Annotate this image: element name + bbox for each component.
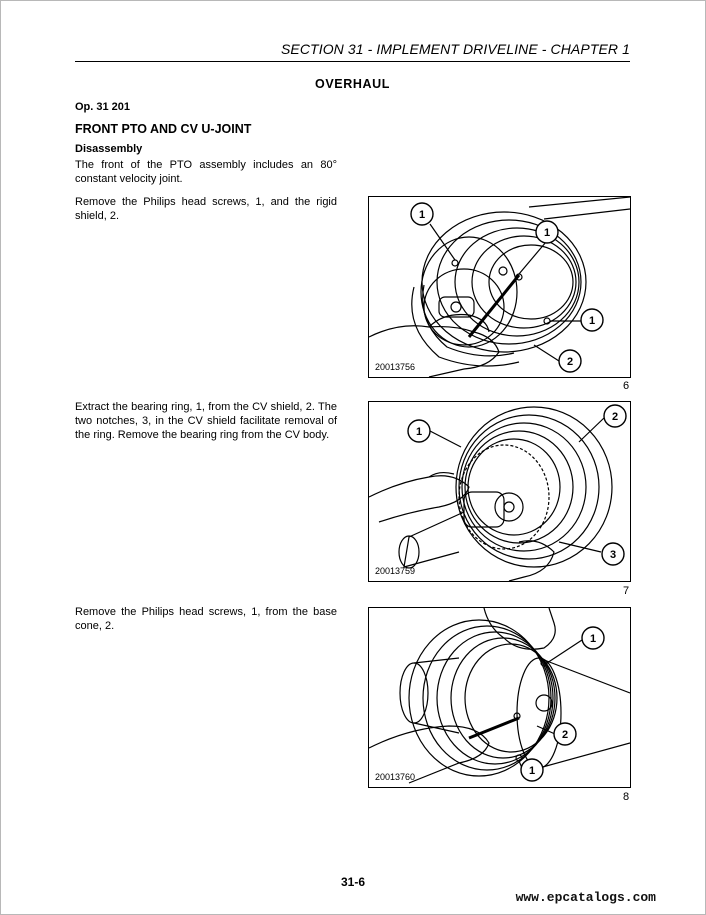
callout-label: 1 <box>589 633 597 645</box>
overhaul-heading: OVERHAUL <box>315 77 390 91</box>
watermark: www.epcatalogs.com <box>515 890 656 905</box>
callout-label: 1 <box>415 426 423 438</box>
callout-label: 2 <box>561 729 569 741</box>
disassembly-subheading: Disassembly <box>75 143 143 155</box>
figure-8-illustration <box>369 608 630 787</box>
figure-6-illustration <box>369 197 630 377</box>
callout-label: 2 <box>566 356 574 368</box>
callout-label: 3 <box>609 549 617 561</box>
section-header: SECTION 31 - IMPLEMENT DRIVELINE - CHAPTER 1 <box>280 41 630 57</box>
callout-label: 1 <box>543 227 551 239</box>
figure-number: 8 <box>623 791 630 803</box>
step-2-paragraph: Extract the bearing ring, 1, from the CV shield, 2. The two notches, 3, in the CV shield facilitate removal of the ring. Remove the bearing ring from the CV body. <box>75 401 337 441</box>
step-1-paragraph: Remove the Philips head screws, 1, and the rigid shield, 2. <box>75 196 337 222</box>
figure-code: 20013760 <box>375 772 416 782</box>
procedure-title: FRONT PTO AND CV U-JOINT <box>75 122 252 136</box>
figure-number: 7 <box>623 585 630 597</box>
figure-code: 20013756 <box>375 362 416 372</box>
operation-number: Op. 31 201 <box>75 101 131 113</box>
figure-6 <box>368 196 631 378</box>
callout-label: 1 <box>418 209 426 221</box>
page-number: 31-6 <box>340 875 366 889</box>
figure-number: 6 <box>623 380 630 392</box>
callout-label: 1 <box>528 765 536 777</box>
figure-8 <box>368 607 631 788</box>
step-3-paragraph: Remove the Philips head screws, 1, from the base cone, 2. <box>75 606 337 632</box>
figure-code: 20013759 <box>375 566 416 576</box>
figure-7 <box>368 401 631 582</box>
intro-paragraph: The front of the PTO assembly includes an 80° constant velocity joint. <box>75 159 337 185</box>
header-rule <box>75 61 630 62</box>
figure-7-illustration <box>369 402 630 581</box>
callout-label: 2 <box>611 411 619 423</box>
callout-label: 1 <box>588 315 596 327</box>
